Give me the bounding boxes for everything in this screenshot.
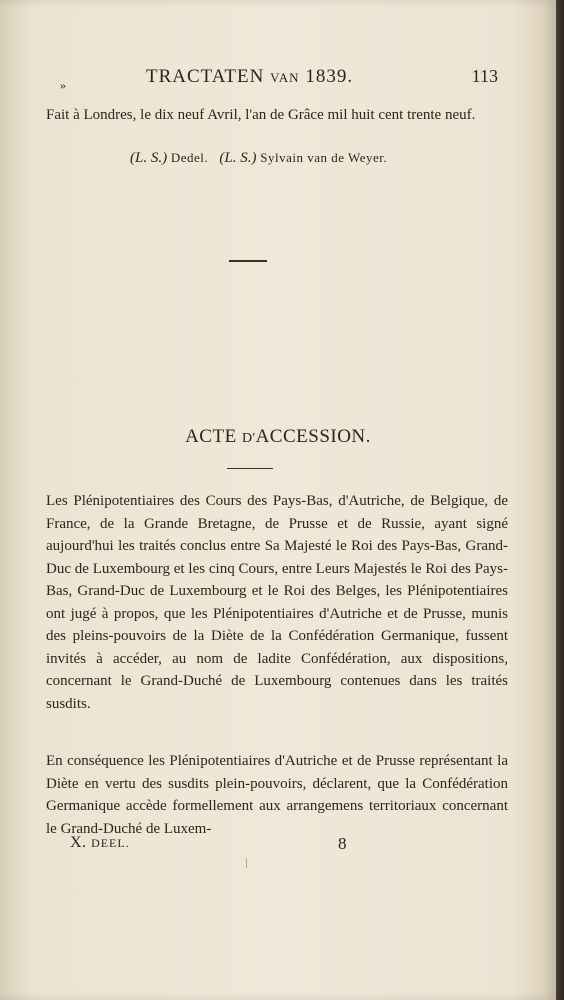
title-main: TRACTATEN: [146, 66, 265, 87]
signatory-1: Dedel.: [170, 150, 209, 165]
signatures: [130, 150, 510, 167]
page-number: 113: [471, 66, 498, 86]
title-year: 1839.: [305, 66, 354, 87]
title-van: VAN: [270, 70, 300, 85]
printer-tick: [246, 858, 247, 868]
paragraph-2: En conséquence les Plénipotentiaires d'Autriche et de Prusse représentant la Diète en vertu des susdits plein-pouvoirs, déclarent, que la Confédération Germanique accède formellement aux arrangemens territoriaux concernant le Grand-Duché de Luxem-: [46, 753, 508, 837]
closing-line: Fait à Londres, le dix neuf Avril, l'an de Grâce mil huit cent trente neuf.: [46, 107, 476, 123]
signatory-2: Sylvain van de Weyer.: [260, 150, 388, 165]
running-title: [146, 66, 353, 88]
section-divider: [229, 260, 267, 262]
seal-2: (L. S.): [219, 150, 257, 166]
title-rule: [227, 468, 273, 469]
title-acte: ACTE: [185, 426, 237, 447]
volume-label: [70, 834, 130, 852]
header-mark: »: [60, 78, 66, 92]
volume-word: DEEL.: [91, 836, 130, 850]
volume-numeral: X.: [70, 834, 87, 851]
page-edge: [556, 0, 564, 1000]
running-header: [60, 66, 500, 92]
paragraph-1: Les Plénipotentiaires des Cours des Pays-Bas, d'Autriche, de Belgique, de France, de la Grande Bretagne, de Prusse et de Russie, ayant signé aujourd'hui les traités conclus entre Sa Majesté le Roi des Pays-Bas, Grand-Duc de Luxembourg et les cinq Cours, entre Leurs Majestés le Roi des Pays-Bas, Grand-Duc de Luxembourg et le Roi des Belges, les Plénipotentiaires ont jugé à propos, que les Plénipotentiaires d'Autriche et de Prusse, munis des pleins-pouvoirs de la Diète de la Confédération Germanique, fussent invités à accéder, au nom de ladite Confédération, aux dispositions, concernant le Grand-Duché de Luxembourg contenues dans les traités susdits.: [46, 493, 508, 712]
section-title: [0, 426, 556, 448]
title-d: D': [241, 431, 256, 446]
title-accession: ACCESSION.: [255, 426, 371, 447]
signature-mark: 8: [338, 834, 347, 853]
page-footer: [70, 834, 370, 856]
seal-1: (L. S.): [130, 150, 168, 166]
